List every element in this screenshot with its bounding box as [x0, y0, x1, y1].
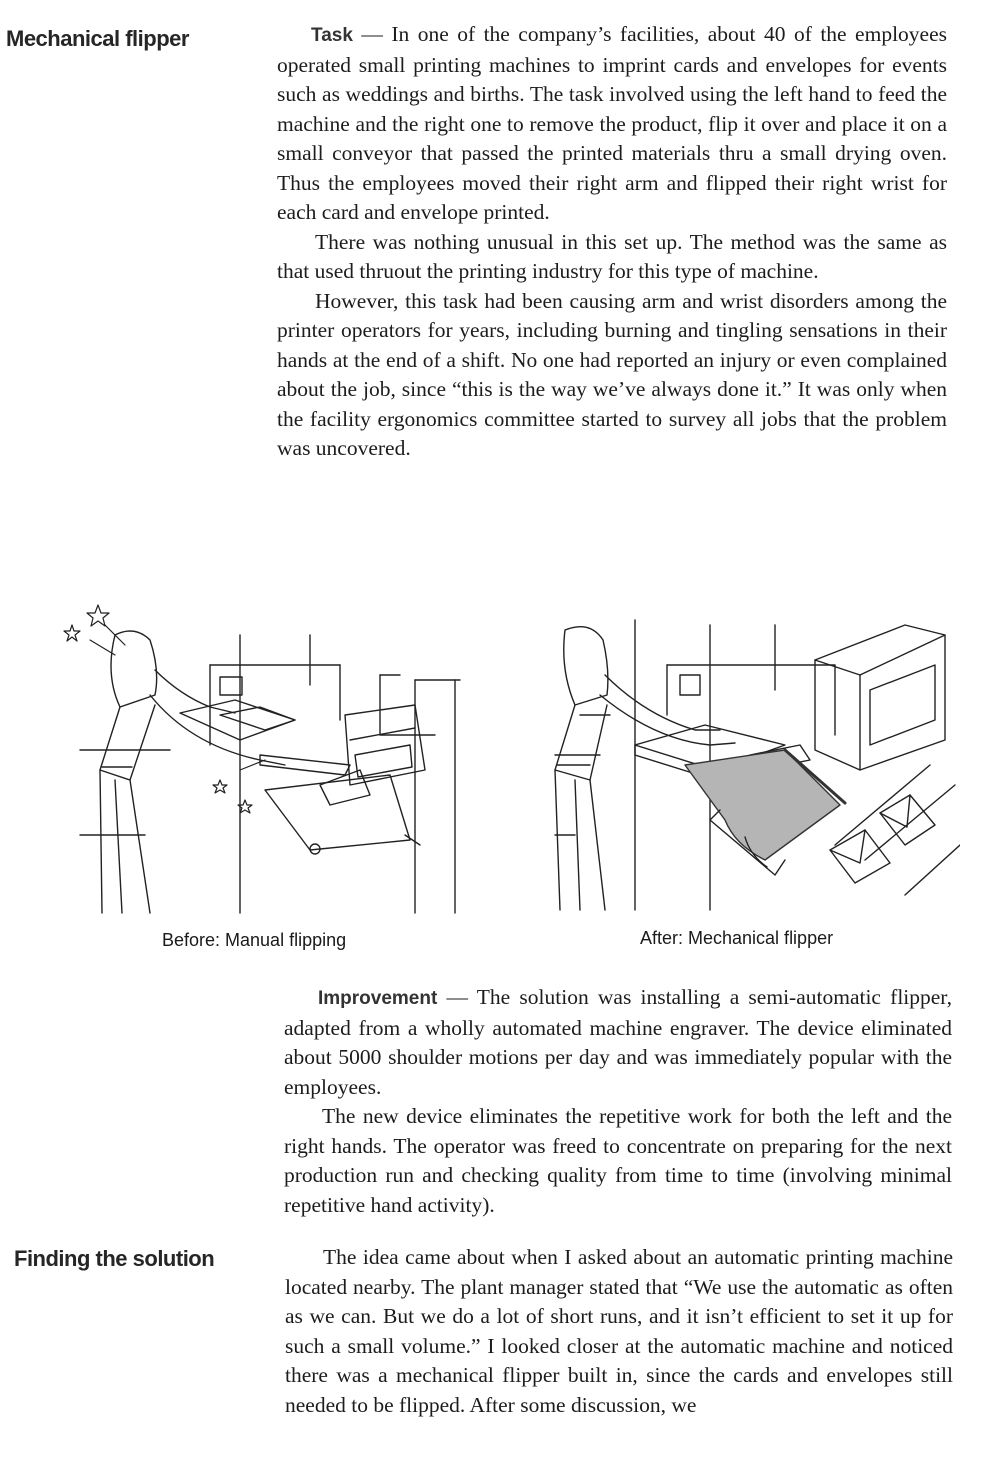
before-strain-marks [64, 605, 265, 813]
task-section [277, 20, 947, 464]
after-envelopes [830, 795, 935, 883]
before-printing-machine [180, 675, 435, 775]
task-paragraph-2: There was nothing unusual in this set up. The method was the same as that used thruout the printing industry for this type of machine. [277, 229, 947, 283]
task-paragraph-1 [277, 20, 947, 228]
before-operator [100, 631, 285, 913]
after-illustration [535, 605, 960, 925]
after-mechanical-flipper [685, 750, 845, 875]
before-drying-oven [345, 705, 425, 785]
section-heading-mechanical-flipper: Mechanical flipper [6, 26, 189, 51]
improvement-paragraph-1 [284, 983, 952, 1102]
task-paragraph-3: However, this task had been causing arm and wrist disorders among the printer operators for years, including burning and tingling sensations in their hands at the end of a shift. No one had reported an injury or even complained about the job, since “this is the way we’ve always done it.” It was only when the facility ergonomics committee started to survey all jobs that the problem was uncovered. [277, 288, 947, 460]
improvement-dash: — [437, 985, 477, 1009]
before-conveyor [265, 770, 420, 854]
task-paragraph-1-text: In one of the company’s facilities, about 40 of the employees operated small printing machines to imprint cards and envelopes for events such as weddings and births. The task involved using the left hand to feed the machine and the right one to remove the product, flip it over and place it on a small conveyor that passed the printed materials thru a small drying oven. Thus the employees moved their right arm and flipped their right wrist for each card and envelope printed. [277, 22, 947, 224]
task-runin-label: Task [311, 25, 353, 46]
finding-section [285, 1243, 953, 1420]
finding-paragraph-1: The idea came about when I asked about an automatic printing machine located nearby. The plant manager stated that “We use the automatic as often as we can. But we do a lot of short runs, and it isn’t efficient to set it up for such a small volume.” I looked closer at the automatic machine and noticed there was a mechanical flipper built in, since the cards and envelopes still needed to be flipped. After some discussion, we [285, 1245, 953, 1417]
before-illustration [60, 595, 480, 920]
improvement-paragraph-1-text: The solution was installing a semi-automatic flipper, adapted from a wholly automated machine engraver. The device eliminated about 5000 shoulder motions per day and was immediately popular with the employees. [284, 985, 952, 1099]
task-dash: — [352, 22, 392, 46]
improvement-runin-label: Improvement [318, 988, 438, 1009]
before-caption: Before: Manual flipping [162, 930, 347, 950]
improvement-section [284, 983, 952, 1220]
after-caption: After: Mechanical flipper [640, 928, 834, 948]
section-heading-finding-solution: Finding the solution [14, 1246, 215, 1271]
improvement-paragraph-2: The new device eliminates the repetitive work for both the left and the right hands. The operator was freed to concentrate on preparing for the next production run and checking quality from time to time (involving minimal repetitive hand activity). [284, 1104, 952, 1217]
